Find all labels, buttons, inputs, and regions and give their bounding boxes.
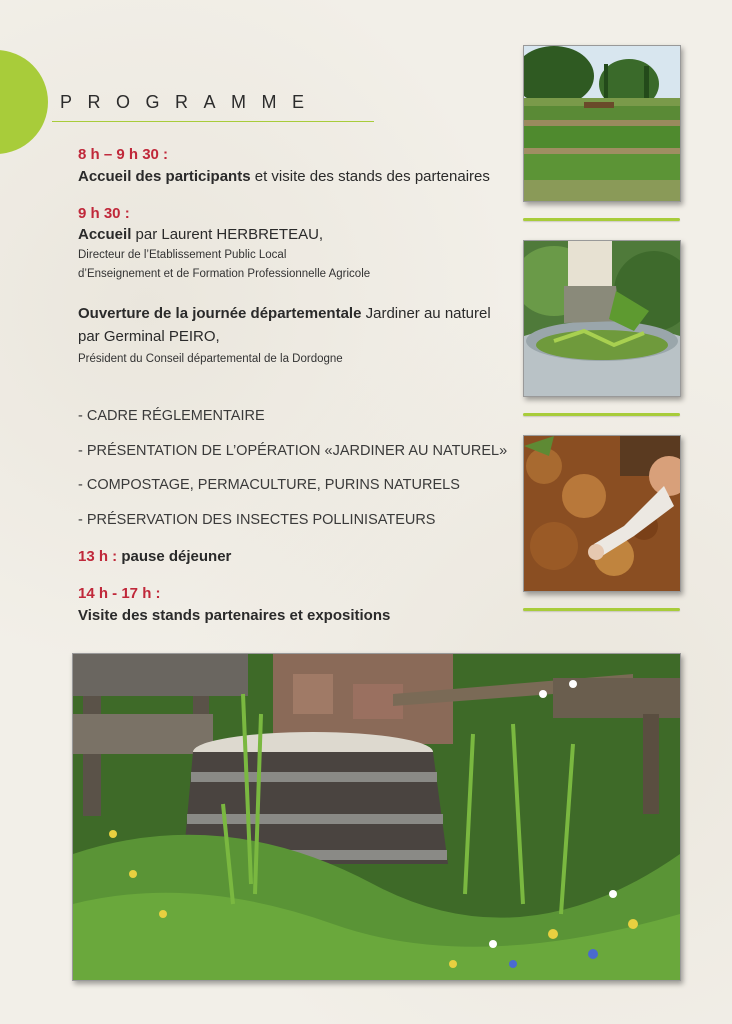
opening-line-2: par Germinal PEIRO,	[78, 328, 220, 345]
photo-divider	[523, 413, 680, 416]
slot-1-text: et visite des stands des partenaires	[250, 168, 490, 185]
slot-1-description	[78, 168, 490, 185]
photo-divider	[523, 218, 680, 221]
time-slot-2: 9 h 30 :	[78, 205, 130, 222]
green-circle-decoration	[0, 50, 48, 154]
herbs-pot-photo	[523, 240, 681, 397]
slot-2-text: par Laurent HERBRETEAU,	[131, 226, 324, 243]
opening-description	[78, 305, 491, 322]
opening-text: Jardiner au naturel	[361, 305, 491, 322]
slot-2-description	[78, 226, 323, 243]
topic-item: - COMPOSTAGE, PERMACULTURE, PURINS NATURELS	[78, 477, 460, 493]
slot-3-text: pause déjeuner	[117, 548, 232, 565]
page-title: PROGRAMME	[60, 92, 320, 112]
slot-3-description	[78, 548, 231, 565]
title-underline	[52, 121, 374, 122]
topic-item: - PRÉSENTATION DE L’OPÉRATION «JARDINER AU NATUREL»	[78, 443, 508, 459]
compost-mulch-photo	[523, 435, 681, 592]
time-slot-1: 8 h – 9 h 30 :	[78, 146, 169, 163]
slot-4-description: Visite des stands partenaires et expositions	[78, 607, 391, 624]
topic-item: - PRÉSERVATION DES INSECTES POLLINISATEURS	[78, 512, 436, 528]
garden-rows-photo	[523, 45, 681, 202]
rain-barrel-garden-photo	[72, 653, 681, 981]
time-slot-3: 13 h :	[78, 548, 118, 565]
slot-1-bold: Accueil des participants	[78, 168, 251, 185]
topic-item: - CADRE RÉGLEMENTAIRE	[78, 408, 265, 424]
opening-bold: Ouverture de la journée départementale	[78, 305, 362, 322]
slot-2-bold: Accueil	[78, 226, 132, 243]
opening-subtitle: Président du Conseil départemental de la Dordogne	[78, 353, 343, 365]
time-slot-4: 14 h - 17 h :	[78, 585, 161, 602]
slot-2-subtitle-2: d’Enseignement et de Formation Professionnelle Agricole	[78, 268, 371, 280]
slot-2-subtitle-1: Directeur de l’Etablissement Public Local	[78, 249, 287, 261]
photo-divider	[523, 608, 680, 611]
